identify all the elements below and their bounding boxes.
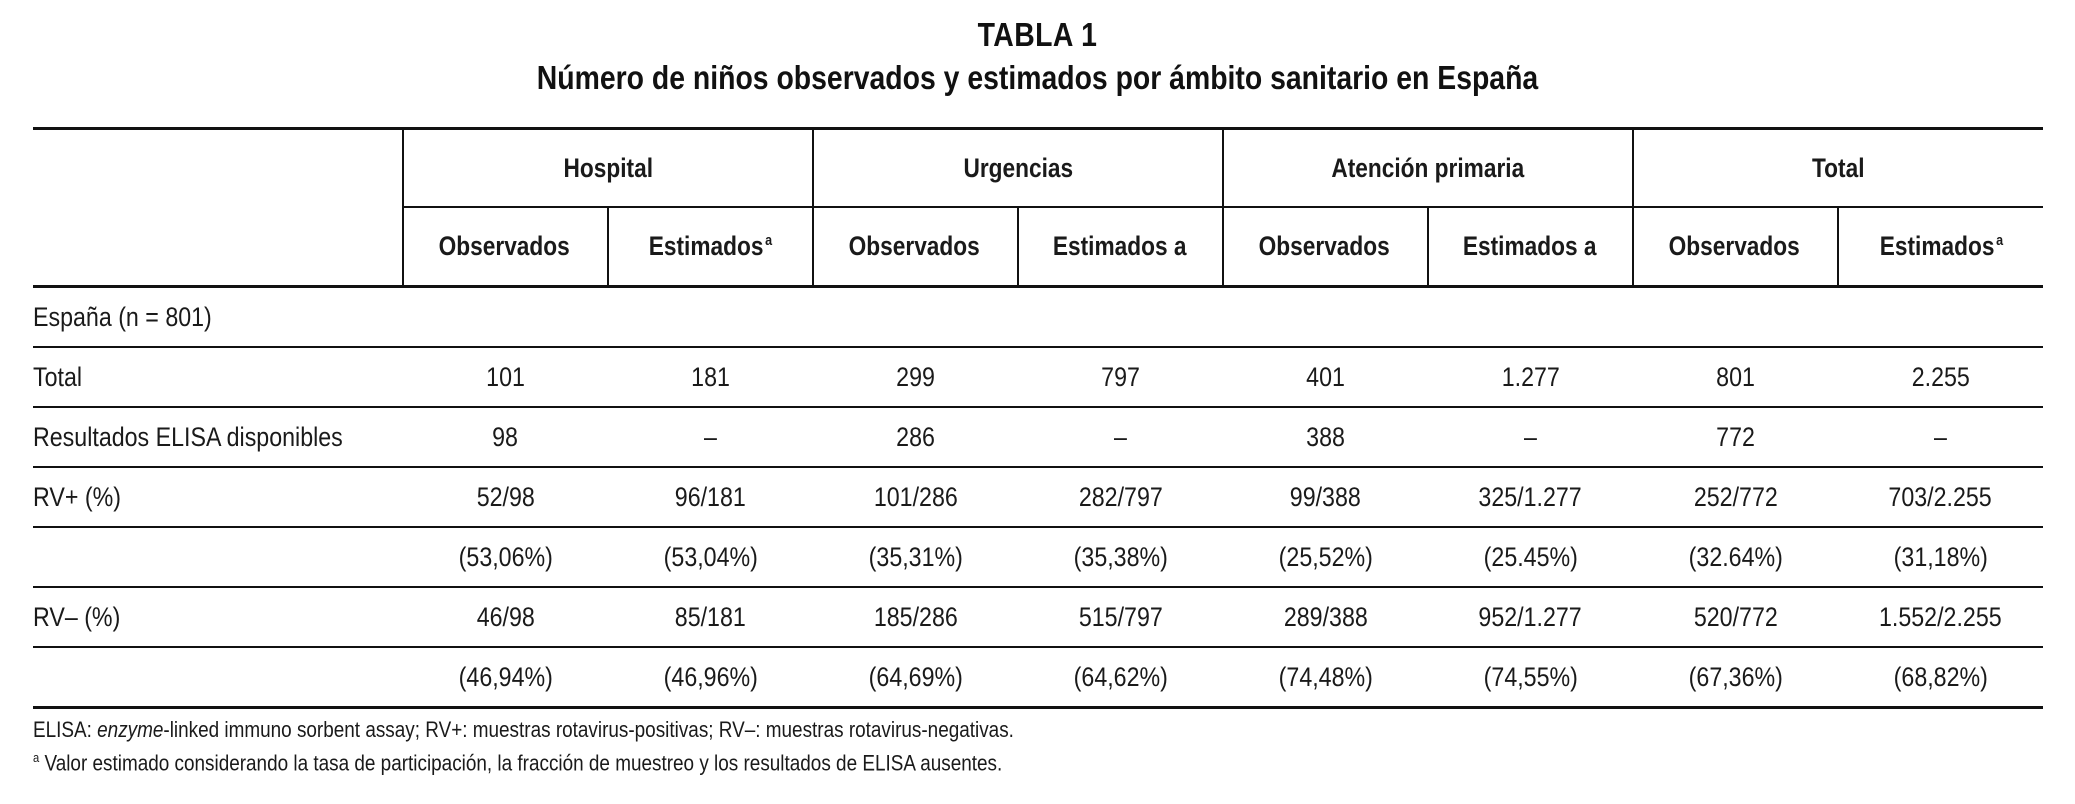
- table-title-block: [0, 14, 2075, 100]
- table-number: TABLA 1: [977, 16, 1098, 53]
- table-cell: (64,69%): [813, 647, 1018, 708]
- table-cell: (25.45%): [1428, 527, 1633, 587]
- table-cell: [403, 287, 608, 348]
- table-cell: [1428, 287, 1633, 348]
- table-body: [33, 287, 2043, 708]
- table-cell: 286: [813, 407, 1018, 467]
- row-label: RV– (%): [33, 587, 403, 647]
- table-cell: 52/98: [403, 467, 608, 527]
- subheader-cell: Observados: [1633, 207, 1838, 287]
- table-row: [33, 647, 2043, 708]
- table-row: [33, 287, 2043, 348]
- subheader-cell: Observados: [1223, 207, 1428, 287]
- table-cell: 520/772: [1633, 587, 1838, 647]
- table-cell: –: [1428, 407, 1633, 467]
- table-cell: (68,82%): [1838, 647, 2043, 708]
- row-label: RV+ (%): [33, 467, 403, 527]
- table-cell: [1633, 287, 1838, 348]
- table-cell: (53,04%): [608, 527, 813, 587]
- table-cell: –: [1838, 407, 2043, 467]
- row-label: [33, 647, 403, 708]
- row-label: [33, 527, 403, 587]
- table-cell: (32.64%): [1633, 527, 1838, 587]
- table-cell: 181: [608, 347, 813, 407]
- table-cell: 1.552/2.255: [1838, 587, 2043, 647]
- table-cell: 96/181: [608, 467, 813, 527]
- table-cell: 101: [403, 347, 608, 407]
- footnote-a: $^a$ Valor estimado considerando la tasa de participación, la fracción de muestreo y los resultados de ELISA ausentes.: [33, 750, 1003, 776]
- table-row: [33, 467, 2043, 527]
- table-cell: (46,96%): [608, 647, 813, 708]
- table-cell: 2.255: [1838, 347, 2043, 407]
- table-cell: 325/1.277: [1428, 467, 1633, 527]
- table-cell: [1223, 287, 1428, 348]
- table-cell: 401: [1223, 347, 1428, 407]
- table-cell: [1838, 287, 2043, 348]
- table-cell: 952/1.277: [1428, 587, 1633, 647]
- table-cell: 101/286: [813, 467, 1018, 527]
- table-cell: (31,18%): [1838, 527, 2043, 587]
- group-header-hospital: Hospital: [403, 129, 813, 208]
- table-cell: (35,38%): [1018, 527, 1223, 587]
- table-footnotes: [33, 716, 2043, 777]
- table-caption: Número de niños observados y estimados por ámbito sanitario en España: [536, 59, 1539, 96]
- table-cell: (46,94%): [403, 647, 608, 708]
- table-cell: (25,52%): [1223, 527, 1428, 587]
- table-cell: (64,62%): [1018, 647, 1223, 708]
- table-cell: –: [1018, 407, 1223, 467]
- table-cell: 299: [813, 347, 1018, 407]
- table-row: [33, 407, 2043, 467]
- subheader-cell: Estimados a: [1018, 207, 1223, 287]
- group-header-atencion-primaria: Atención primaria: [1223, 129, 1633, 208]
- subheader-cell: Observados: [813, 207, 1018, 287]
- table-cell: 388: [1223, 407, 1428, 467]
- table-cell: 289/388: [1223, 587, 1428, 647]
- table-cell: (53,06%): [403, 527, 608, 587]
- table-cell: (35,31%): [813, 527, 1018, 587]
- group-header-urgencias: Urgencias: [813, 129, 1223, 208]
- table-cell: 797: [1018, 347, 1223, 407]
- table-cell: 1.277: [1428, 347, 1633, 407]
- table-row: [33, 587, 2043, 647]
- table-cell: 515/797: [1018, 587, 1223, 647]
- table-cell: 185/286: [813, 587, 1018, 647]
- table-cell: 46/98: [403, 587, 608, 647]
- table-cell: 252/772: [1633, 467, 1838, 527]
- table-row: [33, 527, 2043, 587]
- table-cell: 99/388: [1223, 467, 1428, 527]
- row-label: Total: [33, 347, 403, 407]
- subheader-cell: Estimados a: [1428, 207, 1633, 287]
- row-label: Resultados ELISA disponibles: [33, 407, 403, 467]
- table-cell: (67,36%): [1633, 647, 1838, 708]
- table-cell: [813, 287, 1018, 348]
- table-cell: 703/2.255: [1838, 467, 2043, 527]
- subheader-cell: Estimados $^a$: [1838, 207, 2043, 287]
- table-cell: 801: [1633, 347, 1838, 407]
- header-stub: [33, 129, 403, 208]
- subheader-cell: Estimados $^a$: [608, 207, 813, 287]
- header-stub-sub: [33, 207, 403, 287]
- table-cell: [608, 287, 813, 348]
- footnote-abbreviations: ELISA: enzyme-linked immuno sorbent assay; RV+: muestras rotavirus-positivas; RV–: muestras rotavirus-negativas.: [33, 717, 1014, 742]
- table-cell: 85/181: [608, 587, 813, 647]
- group-header-total: Total: [1633, 129, 2043, 208]
- table-cell: 282/797: [1018, 467, 1223, 527]
- subheader-cell: Observados: [403, 207, 608, 287]
- header-row-groups: [33, 129, 2043, 208]
- data-table: [33, 127, 2043, 709]
- table-cell: (74,48%): [1223, 647, 1428, 708]
- table-cell: –: [608, 407, 813, 467]
- table-cell: (74,55%): [1428, 647, 1633, 708]
- table-cell: 98: [403, 407, 608, 467]
- table-cell: [1018, 287, 1223, 348]
- table-row: [33, 347, 2043, 407]
- table-cell: 772: [1633, 407, 1838, 467]
- header-row-sub: [33, 207, 2043, 287]
- row-label: España (n = 801): [33, 287, 403, 348]
